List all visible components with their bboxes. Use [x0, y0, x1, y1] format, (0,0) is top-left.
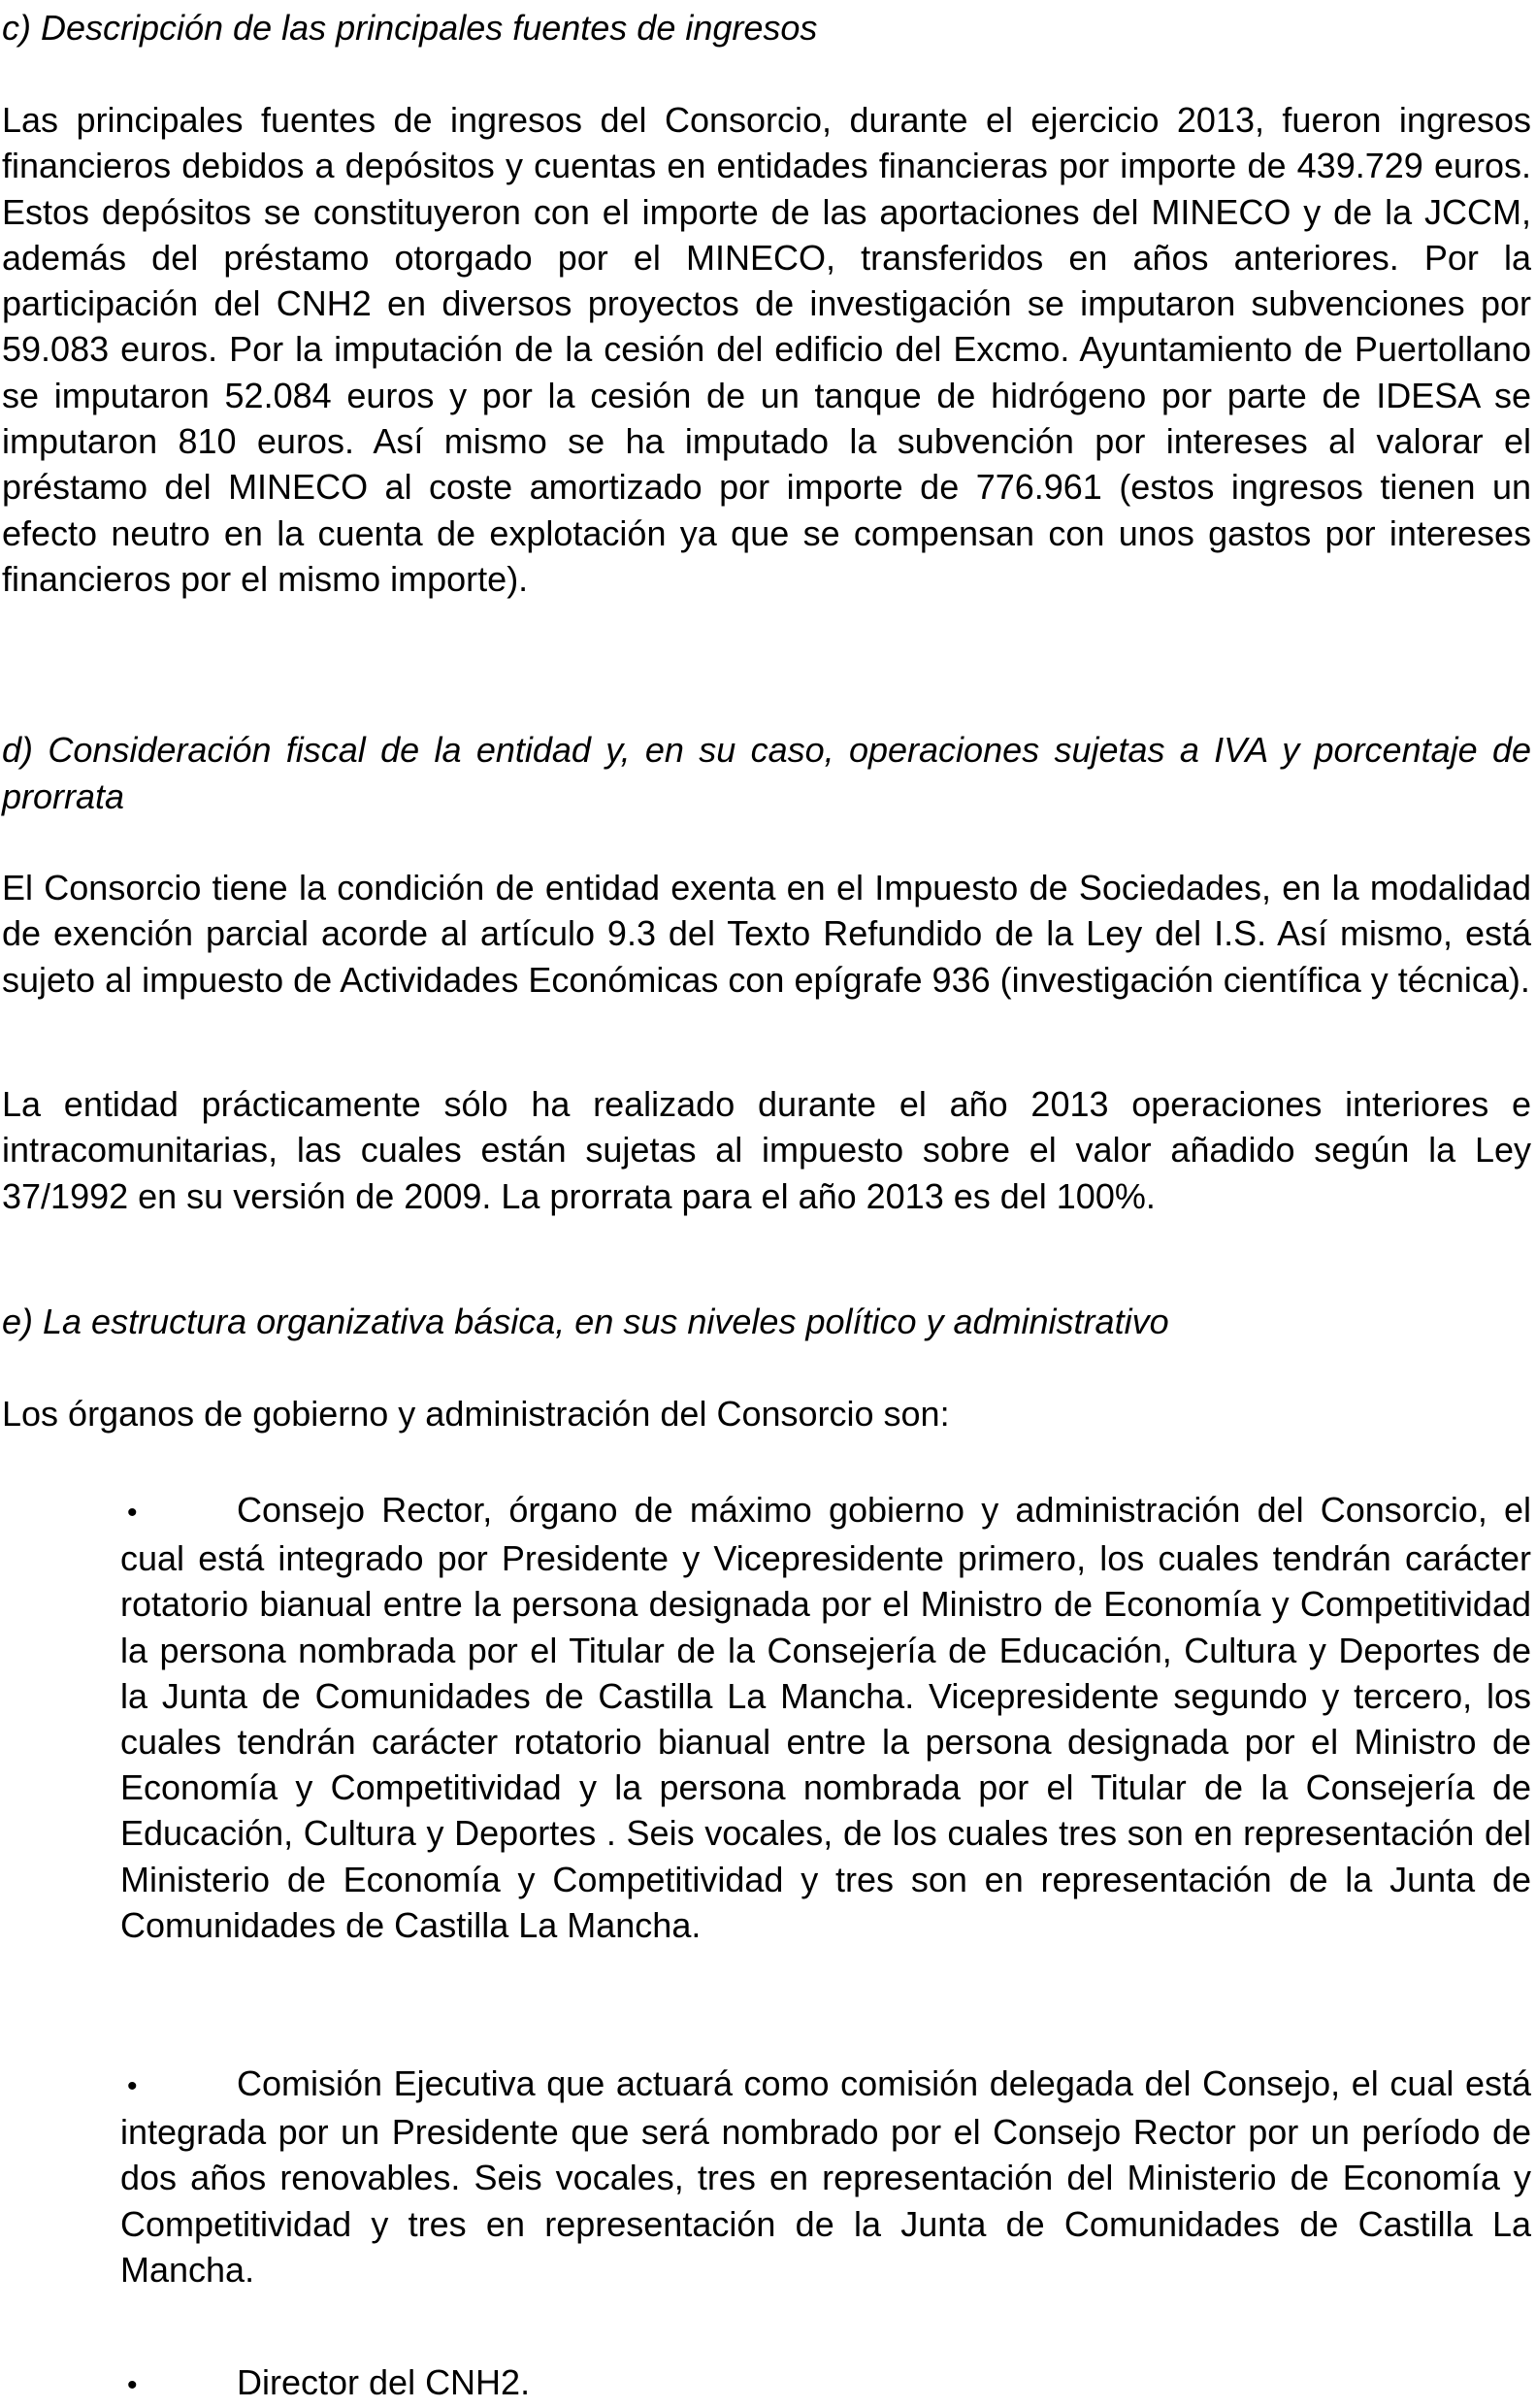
list-item-comision-ejecutiva [120, 2061, 1531, 2293]
section-d-heading: d) Consideración fiscal de la entidad y, en su caso, operaciones sujetas a IVA y porcentaje de prorrata [2, 730, 1531, 816]
section-d-paragraph-1: El Consorcio tiene la condición de entidad exenta en el Impuesto de Sociedades, en la modalidad de exención parcial acorde al artículo 9.3 del Texto Refundido de la Ley del I.S. Así mismo, está sujeto al impuesto de Actividades Económicas con epígrafe 936 (investigación científica y técnica). [2, 868, 1531, 1000]
bullet-icon: • [127, 2070, 138, 2102]
section-c-heading: c) Descripción de las principales fuentes de ingresos [2, 8, 818, 48]
list-item-director [120, 2359, 1531, 2408]
section-d-paragraph-2: La entidad prácticamente sólo ha realizado durante el año 2013 operaciones interiores e intracomunitarias, las cuales están sujetas al impuesto sobre el valor añadido según la Ley 37/1992 en su versión de 2009. La prorrata para el año 2013 es del 100%. [2, 1084, 1531, 1216]
bullet-icon: • [127, 1497, 138, 1529]
section-e-heading: e) La estructura organizativa básica, en sus niveles político y administrativo [2, 1302, 1169, 1341]
list-item-text: Director del CNH2. [237, 2362, 531, 2402]
list-item-text: Consejo Rector, órgano de máximo gobierno y administración del Consorcio, el cual está integrado por Presidente y Vicepresidente primero, los cuales tendrán carácter rotatorio bianual entre la persona designada por el Ministro de Economía y Competitividad la persona nombrada por el Titular de la Consejería de Educación, Cultura y Deportes de la Junta de Comunidades de Castilla La Mancha. Vicepresidente segundo y tercero, los cuales tendrán carácter rotatorio bianual entre la persona designada por el Ministro de Economía y Competitividad y la persona nombrada por el Titular de la Consejería de Educación, Cultura y Deportes . Seis vocales, de los cuales tres son en representación del Ministerio de Economía y Competitividad y tres son en representación de la Junta de Comunidades de Castilla La Mancha. [120, 1490, 1531, 1945]
list-item-consejo-rector [120, 1487, 1531, 1948]
section-c-paragraph: Las principales fuentes de ingresos del Consorcio, durante el ejercicio 2013, fueron ingresos financieros debidos a depósitos y cuentas en entidades financieras por importe de 439.729 euros. Estos depósitos se constituyeron con el importe de las aportaciones del MINECO y de la JCCM, además del préstamo otorgado por el MINECO, transferidos en años anteriores. Por la participación del CNH2 en diversos proyectos de investigación se imputaron subvenciones por 59.083 euros. Por la imputación de la cesión del edificio del Excmo. Ayuntamiento de Puertollano se imputaron 52.084 euros y por la cesión de un tanque de hidrógeno por parte de IDESA se imputaron 810 euros. Así mismo se ha imputado la subvención por intereses al valorar el préstamo del MINECO al coste amortizado por importe de 776.961 (estos ingresos tienen un efecto neutro en la cuenta de explotación ya que se compensan con unos gastos por intereses financieros por el mismo importe). [2, 100, 1531, 599]
bullet-icon: • [127, 2369, 138, 2401]
section-e-intro: Los órganos de gobierno y administración del Consorcio son: [2, 1394, 950, 1434]
list-item-text: Comisión Ejecutiva que actuará como comisión delegada del Consejo, el cual está integrada por un Presidente que será nombrado por el Consejo Rector por un período de dos años renovables. Seis vocales, tres en representación del Ministerio de Economía y Competitividad y tres en representación de la Junta de Comunidades de Castilla La Mancha. [120, 2063, 1531, 2290]
